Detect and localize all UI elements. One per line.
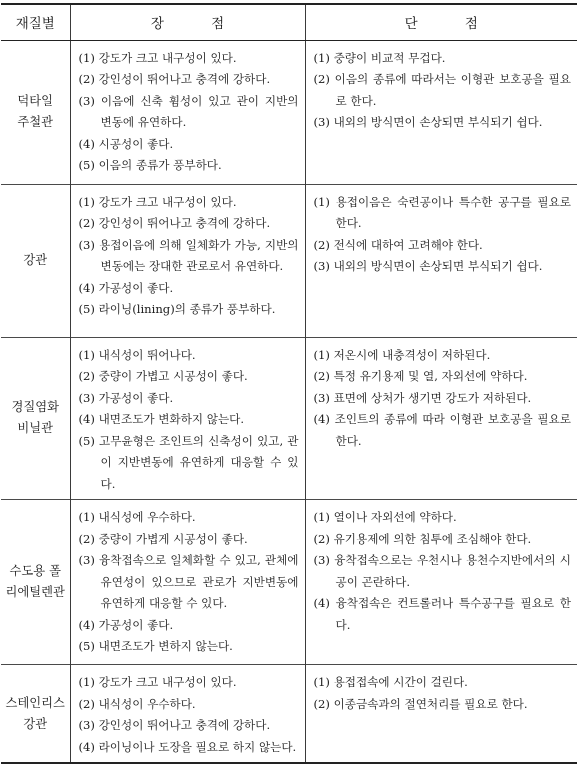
disadvantages-list [314,345,572,453]
disadvantages-list [314,672,572,715]
disadvantage-item: (1) 용접접속에 시간이 걸린다. [313,675,468,689]
disadvantages-cell [305,184,577,337]
advantage-item: (2) 내식성이 우수하다. [78,696,196,711]
advantage-item: (3) 강인성이 뛰어나고 충격에 강하다. [78,718,271,732]
disadvantage-item: (2) 이음의 종류에 따라서는 이형관 보호공을 필요로 한다. [313,72,571,108]
advantages-cell [70,500,305,665]
advantage-item: (4) 시공성이 좋다. [78,136,174,151]
disadvantages-cell [305,665,577,764]
disadvantage-item: (2) 전식에 대하여 고려해야 한다. [313,237,483,252]
advantage-item: (4) 가공성이 좋다. [78,280,174,295]
advantages-cell [70,337,305,500]
material-cell: 덕타일 주철관 [1,40,70,184]
advantage-item: (2) 중량이 가볍고 시공성이 좋다. [78,369,248,383]
disadvantage-item: (1) 열이나 자외선에 약하다. [313,510,457,524]
header-material: 재질별 [1,4,70,40]
table-row [1,337,577,500]
disadvantages-list [314,192,572,278]
advantage-item: (1) 내식성에 우수하다. [78,510,196,524]
advantage-item: (1) 내식성이 뛰어나다. [78,347,196,362]
disadvantages-cell [305,500,577,665]
table-body [1,40,577,763]
advantage-item: (1) 강도가 크고 내구성이 있다. [78,50,237,65]
advantage-item: (2) 강인성이 뛰어나고 충격에 강하다. [78,216,271,230]
advantages-list [79,345,299,496]
advantage-item: (5) 고무윤형은 조인트의 신축성이 있고, 관이 지반변동에 유연하게 대응할 수 있다. [78,433,299,491]
advantages-list [79,507,299,658]
table-row [1,500,577,665]
advantages-cell [70,184,305,337]
advantage-item: (3) 융착접속으로 일체화할 수 있고, 관체에 유연성이 있으므로 관로가 지반변동에 유연하게 대응할 수 있다. [78,553,299,610]
advantages-list [79,48,299,177]
disadvantage-item: (4) 융착접속은 컨트롤러나 특수공구를 필요로 한다. [313,596,571,632]
table-row [1,40,577,184]
table-row [1,665,577,764]
disadvantage-item: (3) 내외의 방식면이 손상되면 부식되기 쉽다. [313,115,543,129]
disadvantage-item: (1) 용접이음은 숙련공이나 특수한 공구를 필요로 한다. [313,194,571,230]
disadvantage-item: (2) 유기용제에 의한 침투에 조심해야 한다. [313,531,532,546]
advantage-item: (5) 내면조도가 변하지 않는다. [78,639,233,653]
disadvantage-item: (2) 이종금속과의 절연처리를 필요로 한다. [313,696,528,711]
pipe-comparison-table [1,3,577,764]
disadvantage-item: (2) 특정 유기용제 및 열, 자외선에 약하다. [313,369,528,383]
advantages-cell [70,40,305,184]
advantage-item: (1) 강도가 크고 내구성이 있다. [78,194,237,209]
material-cell: 수도용 폴 리에틸렌관 [1,500,70,665]
header-row [1,4,577,40]
disadvantages-cell [305,40,577,184]
advantage-item: (4) 가공성이 좋다. [78,617,174,632]
disadvantage-item: (1) 저온시에 내충격성이 저하된다. [313,347,491,362]
advantages-list [79,672,299,758]
advantage-item: (3) 이음에 신축 휨성이 있고 관이 지반의 변동에 유연하다. [78,93,299,129]
disadvantages-cell [305,337,577,500]
advantages-cell [70,665,305,764]
disadvantage-item: (3) 내외의 방식면이 손상되면 부식되기 쉽다. [313,259,543,273]
disadvantage-item: (4) 조인트의 종류에 따라 이형관 보호공을 필요로 한다. [313,412,571,448]
disadvantage-item: (3) 융착접속으로는 우천시나 용천수지반에서의 시공이 곤란하다. [313,553,571,589]
table-row [1,184,577,337]
header-disadvantages: 단점 [305,4,577,40]
advantage-item: (4) 라이닝이나 도장을 필요로 하지 않는다. [78,739,297,754]
advantage-item: (5) 이음의 종류가 풍부하다. [78,158,222,172]
header-advantages: 장점 [70,4,305,40]
material-cell: 경질염화 비닐관 [1,337,70,500]
advantage-item: (5) 라이닝(lining)의 종류가 풍부하다. [78,302,276,316]
disadvantage-item: (3) 표면에 상처가 생기면 강도가 저하된다. [313,390,532,405]
disadvantages-list [314,48,572,134]
advantage-item: (3) 가공성이 좋다. [78,390,174,405]
material-cell: 스테인리스 강관 [1,665,70,764]
advantages-list [79,192,299,321]
advantage-item: (2) 중량이 가볍게 시공성이 좋다. [78,531,248,546]
advantage-item: (4) 내면조도가 변화하지 않는다. [78,412,245,426]
disadvantages-list [314,507,572,636]
material-cell: 강관 [1,184,70,337]
advantage-item: (2) 강인성이 뛰어나고 충격에 강하다. [78,72,271,86]
advantage-item: (3) 용접이음에 의해 일체화가 가능, 지반의 변동에는 장대한 관로로서 유연하다. [78,237,299,273]
advantage-item: (1) 강도가 크고 내구성이 있다. [78,675,237,689]
disadvantage-item: (1) 중량이 비교적 무겁다. [313,50,446,65]
